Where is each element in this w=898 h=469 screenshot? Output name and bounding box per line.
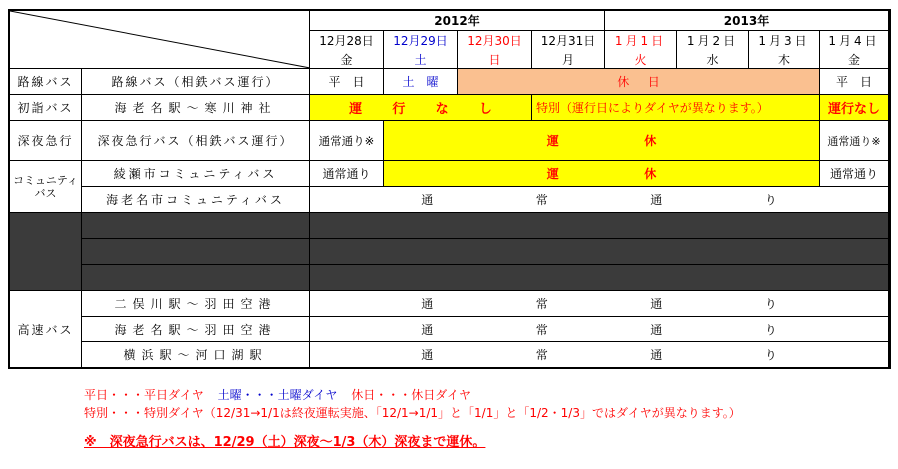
none-char-1: 運 xyxy=(349,102,363,117)
legend-line-1 xyxy=(84,386,741,404)
category-community: コミュニティバス xyxy=(10,161,82,213)
weekday-0103: 木 xyxy=(749,50,820,69)
normal-char-2: 常 xyxy=(535,322,548,337)
legend-saturday: 土曜・・・土曜ダイヤ xyxy=(217,388,338,402)
futamatagawa-normal xyxy=(310,291,889,317)
ayase-first: 通常通り xyxy=(310,161,384,187)
normal-char-1: 通 xyxy=(421,322,434,337)
hatsumode-none xyxy=(310,95,532,121)
ayase-suspended xyxy=(384,161,820,187)
holiday-char-2: 日 xyxy=(647,75,660,89)
blank-route-1 xyxy=(82,213,310,239)
normal-char-2: 常 xyxy=(535,297,548,311)
category-rosen: 路線バス xyxy=(10,69,82,95)
rosen-saturday: 土 曜 xyxy=(384,69,458,95)
blank-route-3 xyxy=(82,265,310,291)
normal-char-3: 通 xyxy=(650,193,663,207)
normal-char-3: 通 xyxy=(650,322,663,337)
blank-status-1 xyxy=(310,213,889,239)
rosen-holiday xyxy=(458,69,820,95)
legend-notes xyxy=(84,386,741,452)
normal-char-1: 通 xyxy=(421,297,434,311)
blank-status-3 xyxy=(310,265,889,291)
holiday-char-1: 休 xyxy=(617,75,630,89)
suspended-char-2: 休 xyxy=(644,167,657,181)
none-char-3: な xyxy=(435,102,449,117)
shinya-last: 通常通り※ xyxy=(820,121,889,161)
date-0103: 1月3日 xyxy=(749,31,820,50)
ebina-haneda-normal xyxy=(310,317,889,342)
none-char-2: 行 xyxy=(392,102,406,117)
weekday-1230: 日 xyxy=(458,50,532,69)
route-ebina-community: 海老名市コミュニティバス xyxy=(82,187,310,213)
category-kosoku: 高速バス xyxy=(10,291,82,367)
rosen-weekday: 平 日 xyxy=(310,69,384,95)
ayase-last: 通常通り xyxy=(820,161,889,187)
blank-category xyxy=(10,213,82,291)
weekday-0101: 火 xyxy=(605,50,677,69)
normal-char-4: り xyxy=(764,322,777,337)
route-hatsumode: 海老名駅～寒川神社 xyxy=(82,95,310,121)
blank-status-2 xyxy=(310,239,889,265)
corner-cell xyxy=(10,11,310,69)
route-yokohama: 横浜駅～河口湖駅 xyxy=(82,342,310,367)
date-0102: 1月2日 xyxy=(677,31,749,50)
route-ayase: 綾瀬市コミュニティバス xyxy=(82,161,310,187)
suspended-char-2: 休 xyxy=(644,134,657,148)
weekday-0104: 金 xyxy=(820,50,889,69)
weekday-1229: 土 xyxy=(384,50,458,69)
date-1231: 12月31日 xyxy=(532,31,605,50)
route-ebina-haneda: 海老名駅～羽田空港 xyxy=(82,317,310,342)
normal-char-4: り xyxy=(764,193,777,207)
normal-char-4: り xyxy=(764,297,777,311)
normal-char-1: 通 xyxy=(421,193,434,207)
diagonal-line xyxy=(10,11,310,69)
bus-schedule-table xyxy=(8,9,891,369)
date-1229: 12月29日 xyxy=(384,31,458,50)
normal-char-4: り xyxy=(764,348,777,362)
rosen-last: 平 日 xyxy=(820,69,889,95)
normal-char-2: 常 xyxy=(535,348,548,362)
route-shinya: 深夜急行バス（相鉄バス運行） xyxy=(82,121,310,161)
suspended-char-1: 運 xyxy=(546,167,559,181)
shinya-suspended xyxy=(384,121,820,161)
weekday-1231: 月 xyxy=(532,50,605,69)
date-1230: 12月30日 xyxy=(458,31,532,50)
route-futamatagawa: 二俣川駅～羽田空港 xyxy=(82,291,310,317)
blank-route-2 xyxy=(82,239,310,265)
ebina-community-normal xyxy=(310,187,889,213)
date-0101: 1月1日 xyxy=(605,31,677,50)
date-0104: 1月4日 xyxy=(820,31,889,50)
shinya-first: 通常通り※ xyxy=(310,121,384,161)
suspended-char-1: 運 xyxy=(546,134,559,148)
normal-char-3: 通 xyxy=(650,297,663,311)
category-shinya: 深夜急行 xyxy=(10,121,82,161)
normal-char-2: 常 xyxy=(535,193,548,207)
normal-char-3: 通 xyxy=(650,348,663,362)
legend-special: 特別・・・特別ダイヤ（12/31→1/1は終夜運転実施、「12/1→1/1」と「1/1」と「1/2・1/3」ではダイヤが異なります。） xyxy=(84,406,741,420)
year-2013: 2013年 xyxy=(605,11,889,31)
legend-holiday: 休日・・・休日ダイヤ xyxy=(351,388,471,402)
shinya-warning: ※ 深夜急行バスは、12/29（土）深夜～1/3（木）深夜まで運休。 xyxy=(84,435,486,450)
legend-weekday: 平日・・・平日ダイヤ xyxy=(84,388,204,402)
route-rosen: 路線バス（相鉄バス運行） xyxy=(82,69,310,95)
category-hatsumode: 初詣バス xyxy=(10,95,82,121)
hatsumode-last: 運行なし xyxy=(820,95,889,121)
yokohama-normal xyxy=(310,342,889,367)
none-char-4: し xyxy=(478,102,492,117)
normal-char-1: 通 xyxy=(421,348,434,362)
date-1228: 12月28日 xyxy=(310,31,384,50)
hatsumode-special: 特別（運行日によりダイヤが異なります。） xyxy=(532,95,820,121)
weekday-1228: 金 xyxy=(310,50,384,69)
weekday-0102: 水 xyxy=(677,50,749,69)
year-2012: 2012年 xyxy=(310,11,605,31)
